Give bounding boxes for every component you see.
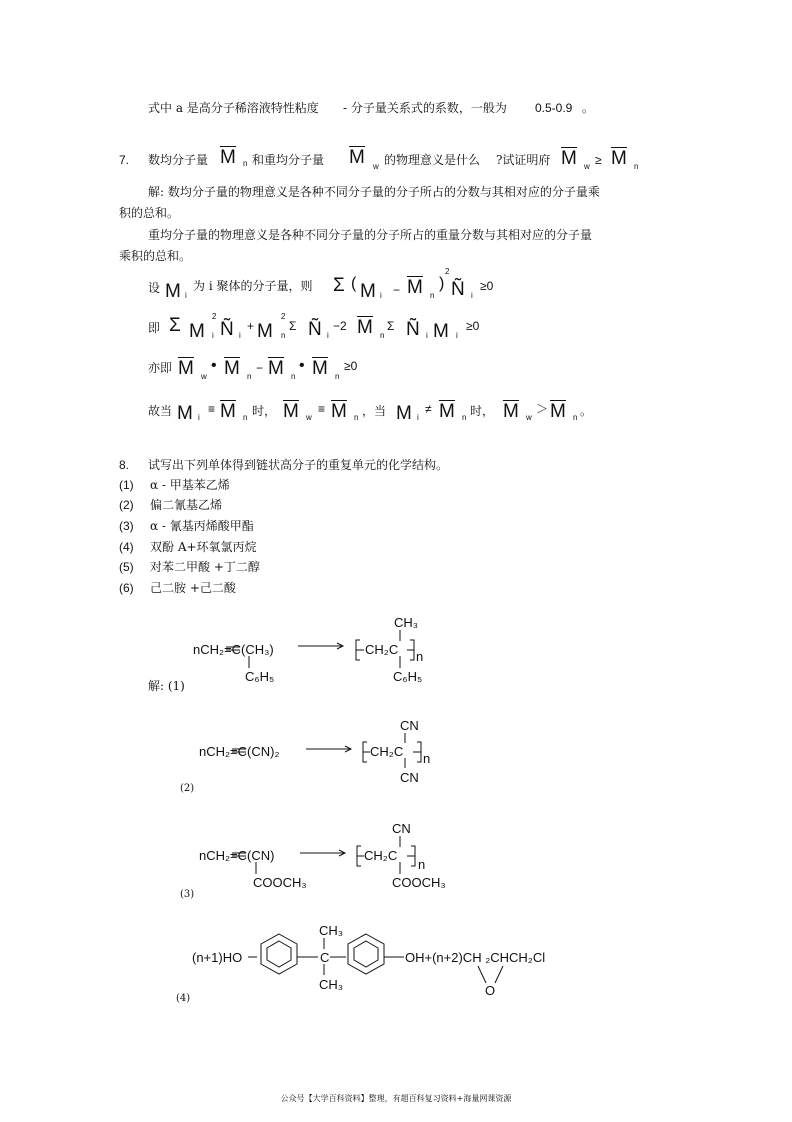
Mn-symbol: M — [220, 147, 236, 168]
q7-answer-line3: 重均分子量的物理意义是各种不同分子量的分子所占的重量分数与其相对应的分子量 — [148, 228, 593, 242]
Ni-symbol: Ñ — [451, 279, 465, 300]
q7-answer-line4: 乘积的总和。 — [119, 249, 192, 263]
answer-label: 解: (1) — [148, 679, 185, 693]
line1-end: 。 — [582, 101, 595, 115]
q7-text-c: 的物理意义是什么 — [384, 153, 481, 167]
q7-text-a: 数均分子量 — [148, 153, 209, 167]
r2-top: CN — [400, 718, 419, 733]
q8-item-no: (5) — [119, 560, 134, 574]
q8-item-text: 双酚 A+环氧氯丙烷 — [150, 540, 257, 554]
q7-answer-line2: 积的总和。 — [119, 206, 180, 220]
r4-bottom: CH₃ — [319, 977, 344, 992]
r2-reactant: nCH₂=C(CN)₂ — [199, 744, 280, 759]
r4-top: CH₃ — [319, 923, 344, 938]
q8-item-text: 对苯二甲酸 +丁二醇 — [150, 560, 260, 574]
Mn-symbol: M — [611, 148, 627, 169]
q7-number: 7. — [119, 153, 130, 167]
q8-item-text: 己二胺 +己二酸 — [150, 581, 236, 595]
q8-item-no: (6) — [119, 581, 134, 595]
label-2: (2) — [180, 783, 195, 794]
r2-chain: CH₂C — [370, 744, 404, 759]
q7-answer-line1: 解: 数均分子量的物理意义是各种不同分子量的分子所占的分数与其相对应的分子量乘 — [148, 185, 600, 199]
r3-bottom: COOCH₃ — [392, 875, 446, 890]
q8-title: 试写出下列单体得到链状高分子的重复单元的化学结构。 — [148, 458, 449, 472]
r3-reactant: nCH₂=C(CN) — [199, 848, 275, 863]
r1-substituent: C₆H₅ — [245, 669, 275, 684]
r4-left: (n+1)HO — [192, 950, 243, 965]
q8-item-no: (3) — [119, 519, 134, 533]
r3-top: CN — [392, 821, 411, 836]
label-3: (3) — [180, 889, 195, 900]
r4-right: OH+(n+2)CH ₂CHCH₂Cl — [405, 950, 546, 965]
Mi-symbol: M — [165, 281, 181, 302]
q7-text-d: ?试证明府 — [496, 153, 551, 167]
line1-prefix: 式中 a 是高分子稀溶液特性粘度 — [148, 101, 319, 115]
r4-center: C — [320, 950, 330, 965]
r4-oxygen: O — [485, 983, 496, 998]
q8-item-no: (2) — [119, 498, 134, 512]
q8-item-text: α - 氰基丙烯酸甲酯 — [150, 519, 254, 533]
q8-number: 8. — [119, 458, 130, 472]
q8-item-no: (1) — [119, 478, 134, 492]
Mw-symbol: M — [561, 148, 577, 169]
r1-bottom: C₆H₅ — [393, 669, 423, 684]
r2-bottom: CN — [400, 770, 419, 785]
r3-chain: CH₂C — [364, 848, 398, 863]
r1-reactant: nCH₂=C(CH₃) — [193, 642, 274, 657]
footer: 公众号【大学百科资料】整理，有超百科复习资料+海量网课资源 — [280, 1094, 512, 1103]
line1-mid: - 分子量关系式的系数，一般为 — [343, 101, 507, 115]
Mw-symbol: M — [349, 147, 365, 168]
line1-range: 0.5-0.9 — [535, 101, 573, 115]
label-4: (4) — [176, 993, 191, 1004]
r1-chain: CH₂C — [365, 642, 399, 657]
q7-text-b: 和重均分子量 — [252, 153, 325, 167]
r3-substituent: COOCH₃ — [253, 875, 307, 890]
r1-top: CH₃ — [394, 615, 419, 630]
q8-item-text: α - 甲基苯乙烯 — [150, 478, 230, 492]
q8-item-no: (4) — [119, 540, 134, 554]
q8-item-text: 偏二氰基乙烯 — [150, 498, 223, 512]
